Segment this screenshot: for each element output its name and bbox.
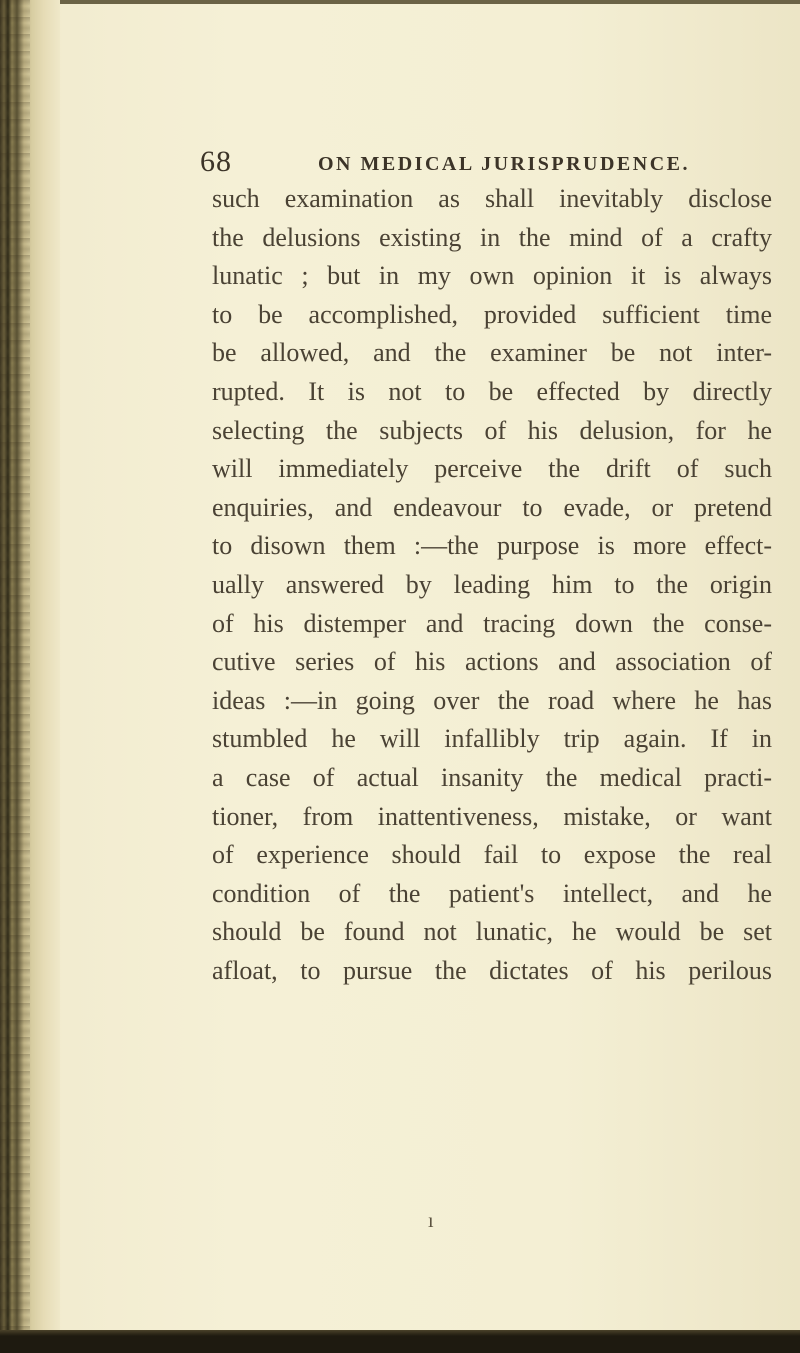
text-line: will immediately perceive the drift of such <box>212 454 772 484</box>
page-top-edge <box>60 0 800 4</box>
running-head: ON MEDICAL JURISPRUDENCE. <box>318 153 690 175</box>
text-line: condition of the patient's intellect, and he <box>212 878 772 908</box>
text-line: be allowed, and the examiner be not inter- <box>212 338 772 368</box>
text-line: afloat, to pursue the dictates of his perilous <box>212 955 772 985</box>
body-text <box>212 180 772 990</box>
text-line: of experience should fail to expose the real <box>212 840 772 870</box>
text-line: stumbled he will infallibly trip again. If in <box>212 724 772 754</box>
footer-mark: ı <box>428 1210 434 1232</box>
text-line: should be found not lunatic, he would be set <box>212 917 772 947</box>
text-line: enquiries, and endeavour to evade, or pretend <box>212 492 772 522</box>
text-line: such examination as shall inevitably disclose <box>212 184 772 213</box>
text-line: tioner, from inattentiveness, mistake, or want <box>212 801 772 831</box>
page-bottom-edge <box>0 1330 800 1353</box>
text-line: to be accomplished, provided sufficient time <box>212 299 772 329</box>
text-line: rupted. It is not to be effected by directly <box>212 376 772 406</box>
text-line: lunatic ; but in my own opinion it is always <box>212 261 772 291</box>
text-line: a case of actual insanity the medical practi- <box>212 762 772 792</box>
text-line: selecting the subjects of his delusion, for he <box>212 415 772 445</box>
page-number: 68 <box>200 145 232 178</box>
text-line: ually answered by leading him to the origin <box>212 569 772 599</box>
page-header <box>200 145 760 185</box>
book-binding-edge <box>0 0 60 1353</box>
text-line: the delusions existing in the mind of a crafty <box>212 222 772 252</box>
text-line: to disown them :—the purpose is more effect- <box>212 531 772 561</box>
text-line: cutive series of his actions and association of <box>212 647 772 677</box>
text-line: ideas :—in going over the road where he has <box>212 685 772 715</box>
text-line: of his distemper and tracing down the conse- <box>212 608 772 638</box>
